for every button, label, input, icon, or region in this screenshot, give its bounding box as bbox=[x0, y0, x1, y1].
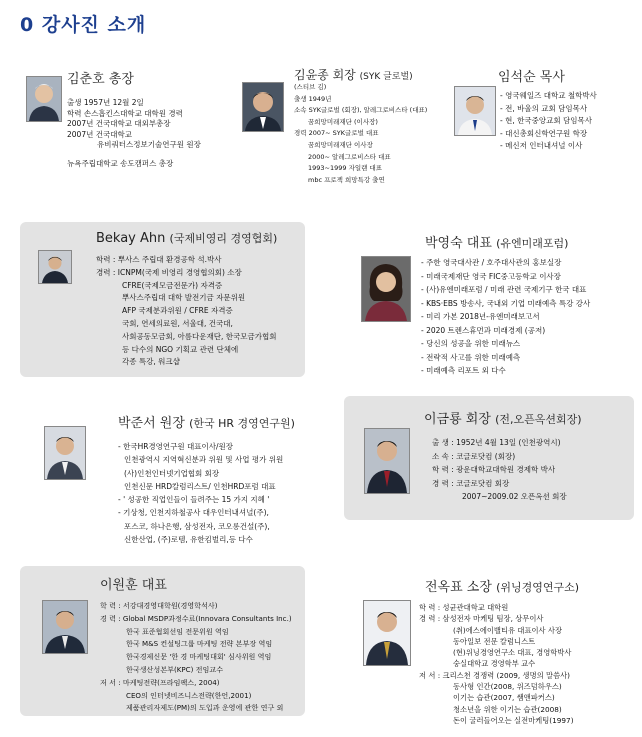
detail-line: - ' 성공한 직업인들이 들려주는 15 가지 지혜 ' bbox=[118, 495, 270, 505]
detail-line: 경력 2007~ SYK글로벌 대표 bbox=[294, 129, 379, 138]
profile-details bbox=[67, 98, 201, 169]
detail-line: 청소년을 위한 이기는 습관(2008) bbox=[453, 704, 562, 714]
detail-line: (사)인천인터넷기업협회 회장 bbox=[124, 468, 220, 478]
profile-details bbox=[294, 82, 427, 186]
portrait-photo bbox=[363, 600, 411, 666]
profile-details bbox=[118, 440, 283, 546]
detail-line: 저 서 : 크리스천 경쟁력 (2009, 생명의 말씀사) bbox=[419, 670, 571, 680]
detail-line: 사회공동모금회, 아름다운재단, 한국모금가협회 bbox=[122, 331, 277, 341]
detail-line: 꿈희망미래재단 이사장 bbox=[308, 140, 373, 149]
detail-line: 경 력 : 코글로닷컴 회장 bbox=[432, 478, 510, 488]
detail-line: 동사형 인간(2008, 위즈덤하우스) bbox=[453, 682, 562, 692]
profile-name bbox=[424, 408, 582, 427]
detail-line: - 2020 트렌스휴먼과 미래경제 (공저) bbox=[421, 325, 546, 335]
detail-line: 2007년 건국대학교 bbox=[67, 129, 132, 139]
profile-name-text: 박영숙 대표 bbox=[425, 236, 492, 251]
detail-line: 2000~ 알레그로비스타 대표 bbox=[308, 152, 391, 161]
detail-line: 뿌사스주립대 대학 발전기금 자문위원 bbox=[122, 293, 246, 303]
profile-card-lee-wonhun bbox=[20, 566, 305, 716]
detail-line: - 미리 가본 2018년-유엔미래보고서 bbox=[421, 312, 540, 321]
detail-line: 학력 : 뿌사스 주립대 환경공학 석.박사 bbox=[96, 255, 222, 264]
detail-line: 소 속 : 코글로닷컴 (회장) bbox=[432, 451, 516, 461]
detail-line: 국회, 연세의료원, 서울대, 건국대, bbox=[122, 318, 233, 328]
portrait-photo bbox=[44, 426, 86, 480]
detail-line: 1993~1999 자일랜 대표 bbox=[308, 164, 383, 173]
detail-line: AFP 국제분과위원 / CFRE 자격증 bbox=[122, 306, 233, 316]
detail-line: 제품관리자제도(PM)의 도입과 운영에 관한 연구 외 bbox=[126, 703, 284, 713]
detail-line: 출생 1957년 12월 2일 bbox=[67, 98, 144, 107]
detail-line: - 메신저 인터내셔널 이사 bbox=[500, 141, 583, 150]
portrait-photo bbox=[42, 600, 88, 654]
profile-affiliation: (SYK 글로벌) bbox=[359, 72, 413, 82]
detail-line: CEO의 인터넷비즈니스전략(한언,2001) bbox=[126, 690, 252, 700]
profile-name bbox=[294, 66, 413, 83]
spacer bbox=[67, 151, 201, 159]
detail-line: 한국경제신문 '한 경 마케팅대회' 심사위원 역임 bbox=[126, 652, 272, 662]
detail-line: CFRE(국제모금전문가) 자격증 bbox=[122, 280, 223, 290]
profile-details bbox=[419, 602, 574, 726]
detail-line: 유비쿼터스정보기술연구원 원장 bbox=[97, 140, 201, 149]
detail-line: 신한산업, (주)로템, 유한킴벌리,등 다수 bbox=[124, 535, 253, 545]
page-title: 0 강사진 소개 bbox=[20, 14, 147, 36]
profile-name bbox=[118, 412, 295, 431]
detail-line: 한국 M&S 컨설팅그룹 마케팅 전략 본부장 역임 bbox=[126, 639, 273, 649]
profile-affiliation: (위닝경영연구소) bbox=[496, 581, 580, 594]
detail-line: 이기는 습관(2007, 쌤앤파커스) bbox=[453, 693, 555, 703]
detail-line: 돈이 굴러들어오는 실전마케팅(1997) bbox=[453, 715, 574, 725]
profile-details bbox=[500, 90, 597, 153]
detail-line: - 현, 한국중앙교회 담임목사 bbox=[500, 116, 592, 125]
detail-line: - 영국웨일즈 대학교 철학박사 bbox=[500, 91, 597, 100]
profile-name: 임석순 목사 bbox=[498, 70, 565, 85]
profile-affiliation: (국제비영리 경영협회) bbox=[169, 232, 278, 245]
profile-name-text: 김윤종 회장 bbox=[294, 68, 356, 82]
detail-line: - 대신총회신학연구원 학장 bbox=[500, 128, 588, 138]
detail-line: 꿈희망미래재단 (이사장) bbox=[308, 117, 378, 126]
detail-line: 경력 : ICNPM(국제 비영리 경영협의회) 소장 bbox=[96, 267, 242, 277]
profile-affiliation: (한국 HR 경영연구원) bbox=[189, 417, 295, 430]
detail-line: 학 력 : 성균관대학교 대학원 bbox=[419, 603, 509, 612]
detail-line: (현)위닝경영연구소 대표, 경영학박사 bbox=[453, 648, 572, 658]
profile-affiliation: (전,오픈옥션회장) bbox=[495, 413, 582, 426]
portrait-photo bbox=[454, 86, 496, 136]
profile-details bbox=[100, 600, 292, 715]
profile-name: 이원훈 대표 bbox=[100, 578, 167, 593]
profile-card-lee-geumryong bbox=[344, 396, 634, 520]
profile-card-im-seoksun bbox=[448, 60, 633, 225]
detail-line: 출 생 : 1952년 4월 13일 (인천광역시) bbox=[432, 438, 561, 447]
portrait-photo bbox=[242, 82, 284, 132]
detail-line: 인천신문 HRD칼럼리스트/ 인천HRD포럼 대표 bbox=[124, 481, 276, 491]
detail-line: 2007년 건국대학교 대외부총장 bbox=[67, 119, 171, 128]
detail-line: 각종 특강, 워크샵 bbox=[122, 357, 180, 367]
detail-line: - 미래예측 리포트 외 다수 bbox=[421, 366, 506, 375]
detail-line: 동아일보 전문 칼럼니스트 bbox=[453, 636, 536, 646]
detail-line: 학 력 : 서강대경영대학원(경영학석사) bbox=[100, 601, 218, 610]
profile-details bbox=[421, 256, 590, 378]
detail-line: (스티브 김) bbox=[294, 83, 327, 91]
profile-card-kim-chunho bbox=[20, 60, 225, 225]
profile-name: 김춘호 총장 bbox=[67, 72, 134, 87]
detail-line: 한국 표준협회선임 전문위원 역임 bbox=[126, 626, 229, 636]
detail-line: - (사)유엔미래포럼 / 미래 관련 국제기구 한국 대표 bbox=[421, 285, 587, 294]
profile-name-text: 박준서 원장 bbox=[118, 416, 185, 431]
detail-line: 학력 손스홉킨스대학교 대학원 경력 bbox=[67, 108, 183, 118]
detail-line: - 전, 바울의 교회 담임목사 bbox=[500, 103, 588, 113]
portrait-photo bbox=[26, 76, 62, 122]
portrait-photo bbox=[361, 256, 411, 322]
detail-line: 경 력 : 삼성전자 마케팅 팀장, 상무이사 bbox=[419, 614, 544, 624]
profile-name bbox=[425, 576, 579, 595]
detail-line: 뉴욕주립대학교 송도캠퍼스 총장 bbox=[67, 158, 174, 168]
profile-affiliation: (유엔미래포럼) bbox=[496, 237, 569, 250]
detail-line: 학 력 : 광운대학교대학원 경제학 박사 bbox=[432, 465, 556, 474]
detail-line: 소속 SYK글로벌 (회장), 알레그로비스타 (대표) bbox=[294, 106, 428, 115]
detail-line: - KBS·EBS 방송사, 국내외 기업 미래예측 특강 강사 bbox=[421, 298, 591, 308]
profile-details bbox=[432, 436, 567, 504]
detail-line: mbc 프로젝 희망특강 출연 bbox=[308, 175, 385, 184]
portrait-photo bbox=[38, 250, 72, 284]
detail-line: - 미래국제재단 영국 FIC중고등학교 이사장 bbox=[421, 271, 561, 281]
profile-card-bekay-ahn bbox=[20, 222, 305, 377]
detail-line: - 전략적 사고를 위한 미래예측 bbox=[421, 352, 521, 362]
profile-card-park-youngsook bbox=[355, 222, 635, 382]
detail-line: 한국생산성본부(KPC) 전임교수 bbox=[126, 664, 224, 674]
portrait-photo bbox=[364, 428, 410, 494]
detail-line: 인천광역시 지역혁신분과 위원 및 사업 평가 위원 bbox=[124, 455, 284, 465]
detail-line: 숭실대학교 경영학부 교수 bbox=[453, 659, 536, 669]
detail-line: 출생 1949년 bbox=[294, 94, 332, 103]
detail-line: 저 서 : 마케팅전략(프라임팩스, 2004) bbox=[100, 677, 220, 687]
profile-card-kim-yunjong bbox=[238, 60, 438, 225]
detail-line: 등 다수의 NGO 기획교 관련 단체에 bbox=[122, 344, 239, 354]
profile-name-text: 전옥표 소장 bbox=[425, 580, 492, 595]
profile-name bbox=[425, 232, 568, 251]
detail-line: 경 력 : Global MSDP과정수료(Innovara Consultants Inc.) bbox=[100, 613, 292, 623]
detail-line: (취)에스에이밸티유 대표이사 사장 bbox=[453, 625, 563, 635]
detail-line: - 당신의 성공을 위한 미래뉴스 bbox=[421, 339, 521, 348]
detail-line: 포스코, 하나은행, 삼성전자, 코오롱건설(주), bbox=[124, 521, 270, 531]
profile-name-text: Bekay Ahn bbox=[96, 231, 166, 246]
profile-card-jeon-okpyo bbox=[355, 566, 635, 726]
detail-line: - 주한 영국대사관 / 호주대사관의 홍보실장 bbox=[421, 258, 562, 267]
profile-details bbox=[96, 254, 276, 369]
profile-card-park-junseo bbox=[20, 400, 335, 555]
profile-name bbox=[96, 230, 277, 246]
detail-line: - 한국HR경영연구원 대표이사/원장 bbox=[118, 442, 234, 451]
detail-line: 2007~2009.02 오픈옥션 회장 bbox=[462, 492, 567, 501]
profile-name-text: 이금룡 회장 bbox=[424, 412, 491, 427]
detail-line: - 기상청, 인천지하철공사 대우인터내셔널(주), bbox=[118, 508, 269, 518]
